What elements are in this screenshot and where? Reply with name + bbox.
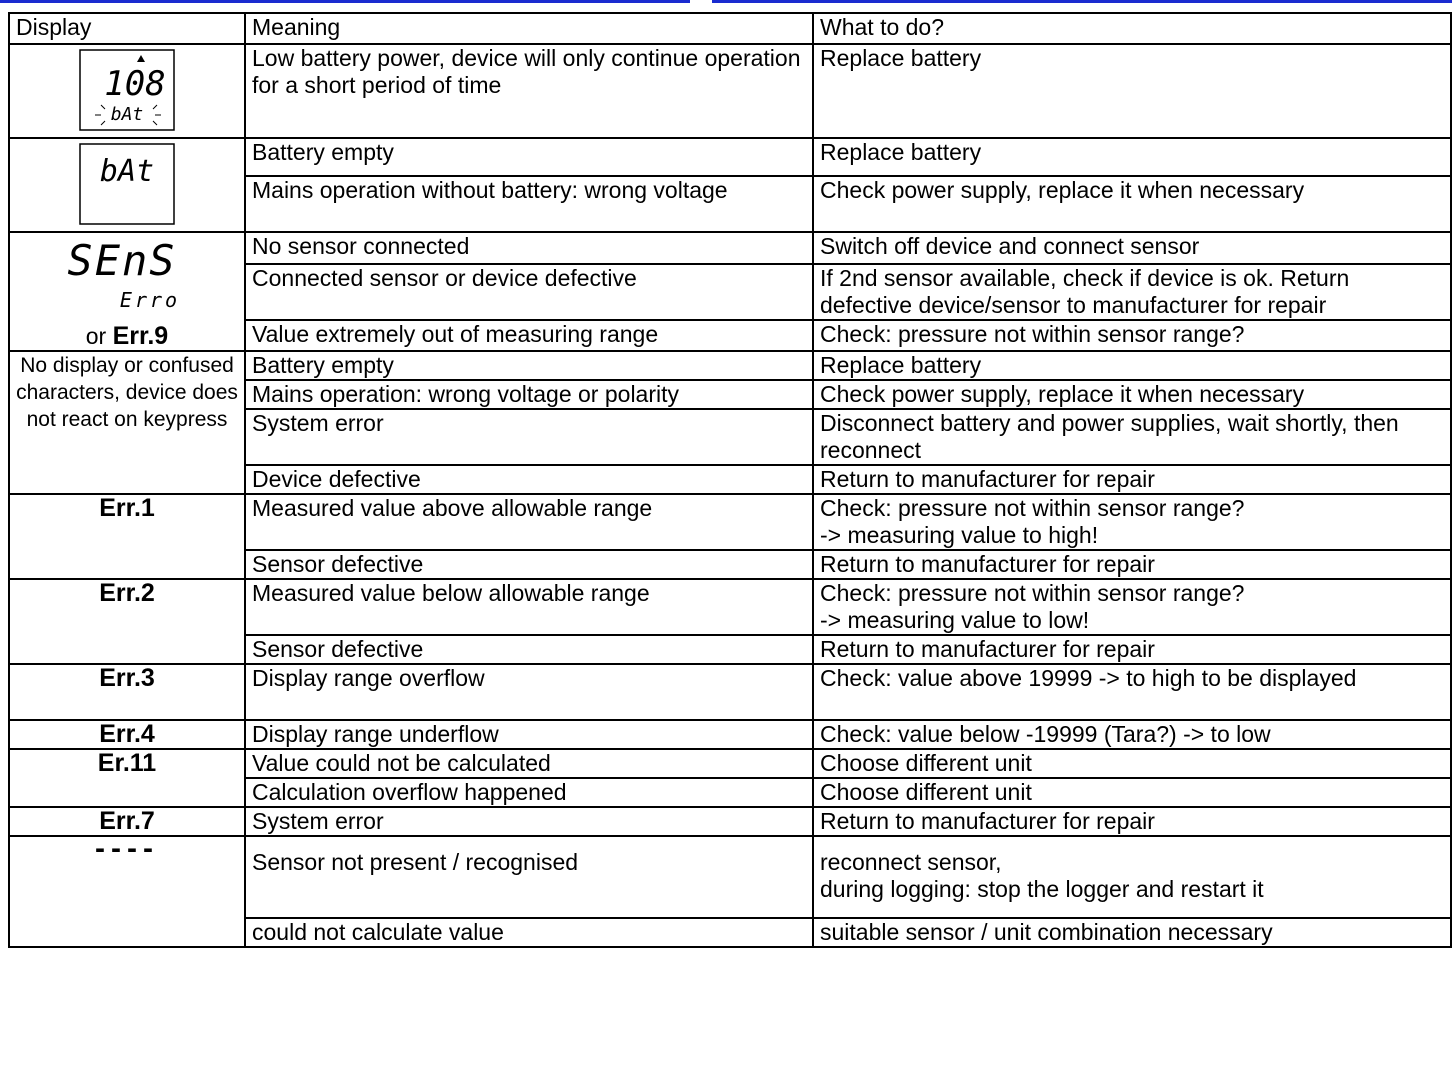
meaning-cell: Display range underflow — [245, 720, 813, 749]
meaning-cell: Sensor not present / recognised — [245, 836, 813, 918]
todo-cell: Return to manufacturer for repair — [813, 550, 1451, 579]
display-cell — [9, 749, 245, 807]
error-table — [8, 12, 1452, 948]
meaning-cell: Low battery power, device will only continue operation for a short period of time — [245, 44, 813, 138]
meaning-cell: System error — [245, 409, 813, 465]
display-cell — [9, 44, 245, 138]
lcd-battery-icon — [79, 143, 175, 225]
todo-line: during logging: stop the logger and restart it — [820, 876, 1264, 902]
meaning-cell: Value could not be calculated — [245, 749, 813, 778]
todo-cell: Replace battery — [813, 138, 1451, 176]
meaning-cell: Sensor defective — [245, 550, 813, 579]
table-row — [9, 44, 1451, 138]
meaning-cell: Mains operation without battery: wrong voltage — [245, 176, 813, 232]
display-cell: No display or confused characters, device does not react on keypress — [9, 351, 245, 494]
display-or-err — [14, 323, 240, 350]
or-text: or — [85, 323, 113, 349]
table-row — [9, 138, 1451, 176]
display-cell — [9, 579, 245, 664]
lcd-low-battery-icon — [79, 49, 175, 131]
table-row — [9, 664, 1451, 720]
meaning-cell: Battery empty — [245, 351, 813, 380]
meaning-cell: Measured value above allowable range — [245, 494, 813, 550]
table-row — [9, 494, 1451, 550]
meaning-cell: Measured value below allowable range — [245, 579, 813, 635]
lcd-value: bAt — [99, 154, 155, 189]
meaning-cell: System error — [245, 807, 813, 836]
todo-cell: Return to manufacturer for repair — [813, 465, 1451, 494]
err-code: Err.9 — [112, 322, 169, 350]
todo-cell: Disconnect battery and power supplies, wait shortly, then reconnect — [813, 409, 1451, 465]
todo-line: reconnect sensor, — [820, 849, 1002, 875]
meaning-cell: Sensor defective — [245, 635, 813, 664]
todo-cell: Return to manufacturer for repair — [813, 807, 1451, 836]
lcd-sub: bAt — [110, 104, 144, 125]
todo-cell: suitable sensor / unit combination necessary — [813, 918, 1451, 947]
lcd-sub: Erro — [119, 288, 181, 312]
display-cell — [9, 832, 245, 947]
err-code: Err.4 — [99, 720, 155, 748]
meaning-cell: Mains operation: wrong voltage or polarity — [245, 380, 813, 409]
header-display: Display — [9, 13, 245, 44]
meaning-cell: Calculation overflow happened — [245, 778, 813, 807]
header-what-to-do: What to do? — [813, 13, 1451, 44]
err-code: Err.1 — [99, 494, 155, 522]
err-code: Err.7 — [99, 807, 155, 835]
todo-cell: Check: pressure not within sensor range? — [813, 320, 1451, 352]
meaning-cell: could not calculate value — [245, 918, 813, 947]
todo-cell: Replace battery — [813, 351, 1451, 380]
display-cell — [9, 664, 245, 720]
todo-cell: Check: value above 19999 -> to high to be displayed — [813, 664, 1451, 720]
header-meaning: Meaning — [245, 13, 813, 44]
dashes-display: ---- — [95, 832, 159, 865]
header-row — [9, 13, 1451, 44]
table-row — [9, 579, 1451, 635]
todo-cell: Choose different unit — [813, 778, 1451, 807]
todo-line: Check: pressure not within sensor range? — [820, 580, 1245, 606]
lcd-value: SEnS — [67, 236, 177, 285]
display-cell — [9, 138, 245, 232]
display-cell — [9, 720, 245, 749]
lcd-sensor-error-icon — [52, 235, 202, 323]
todo-cell: Replace battery — [813, 44, 1451, 138]
err-code: Er.11 — [97, 749, 157, 777]
todo-cell: Return to manufacturer for repair — [813, 635, 1451, 664]
todo-cell: Check power supply, replace it when necessary — [813, 380, 1451, 409]
todo-cell — [813, 494, 1451, 550]
meaning-cell: Display range overflow — [245, 664, 813, 720]
todo-cell: Check power supply, replace it when necessary — [813, 176, 1451, 232]
err-code: Err.3 — [99, 664, 155, 692]
meaning-cell: No sensor connected — [245, 232, 813, 264]
meaning-cell: Battery empty — [245, 138, 813, 176]
meaning-cell: Device defective — [245, 465, 813, 494]
meaning-cell: Value extremely out of measuring range — [245, 320, 813, 352]
meaning-cell: Connected sensor or device defective — [245, 264, 813, 320]
lcd-value: 108 — [104, 64, 166, 104]
table-row — [9, 232, 1451, 264]
display-cell — [9, 232, 245, 351]
table-row — [9, 807, 1451, 836]
err-code: Err.2 — [99, 579, 155, 607]
todo-cell: Switch off device and connect sensor — [813, 232, 1451, 264]
table-row — [9, 720, 1451, 749]
display-cell — [9, 494, 245, 579]
todo-line: -> measuring value to high! — [820, 522, 1099, 548]
todo-line: Check: pressure not within sensor range? — [820, 495, 1245, 521]
todo-cell: If 2nd sensor available, check if device is ok. Return defective device/sensor to manufacturer for repair — [813, 264, 1451, 320]
todo-cell — [813, 579, 1451, 635]
todo-line: -> measuring value to low! — [820, 607, 1090, 633]
todo-cell: Check: value below -19999 (Tara?) -> to low — [813, 720, 1451, 749]
todo-cell: Choose different unit — [813, 749, 1451, 778]
table-row — [9, 749, 1451, 778]
table-row — [9, 836, 1451, 918]
table-row — [9, 351, 1451, 380]
todo-cell — [813, 836, 1451, 918]
top-rule — [0, 0, 1452, 5]
